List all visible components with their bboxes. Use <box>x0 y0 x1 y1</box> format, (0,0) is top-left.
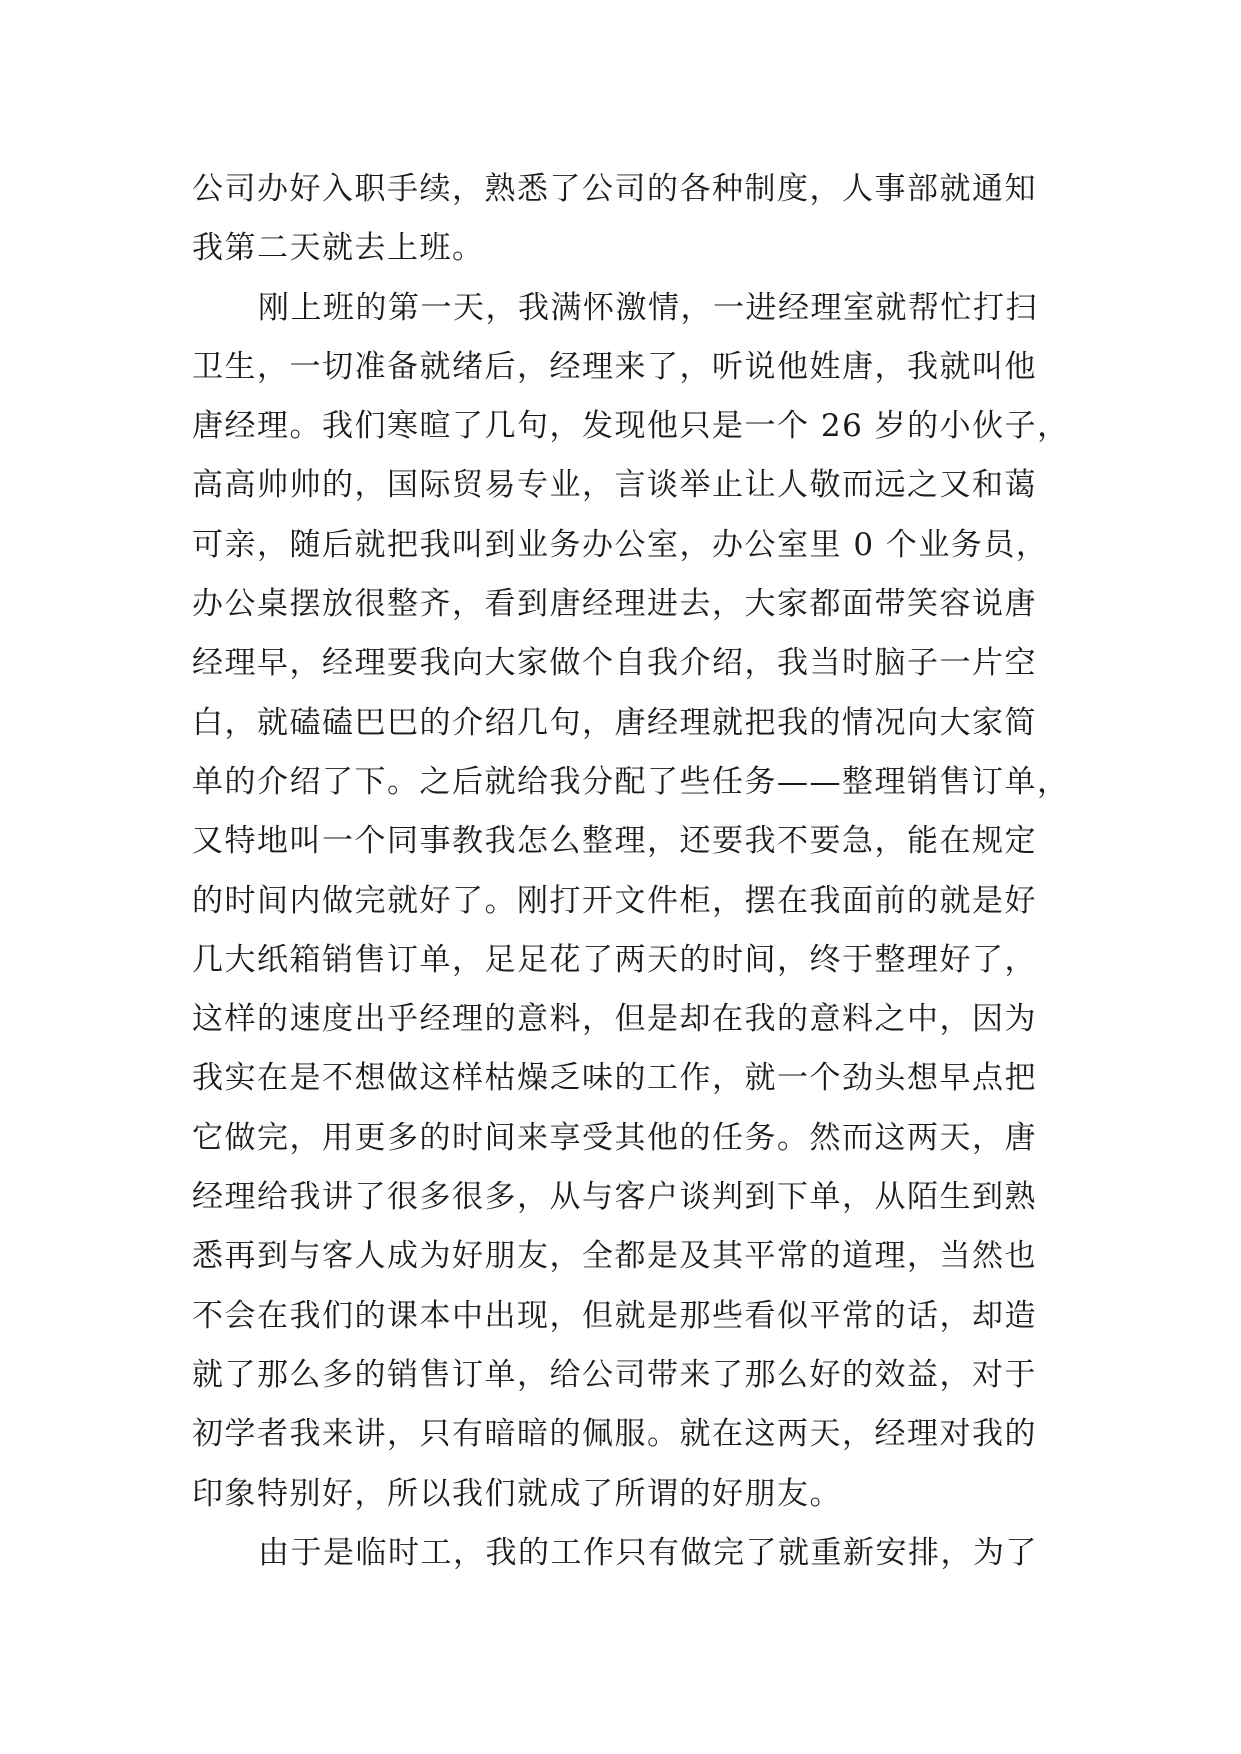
text-line: 初学者我来讲，只有暗暗的佩服。就在这两天，经理对我的 <box>192 1416 1037 1453</box>
text-line: 卫生，一切准备就绪后，经理来了，听说他姓唐，我就叫他 <box>192 348 1037 385</box>
text-line: 唐经理。我们寒暄了几句，发现他只是一个 26 岁的小伙子， <box>192 408 1070 445</box>
paragraph <box>192 160 1072 279</box>
text-line: 的时间内做完就好了。刚打开文件柜，摆在我面前的就是好 <box>192 882 1037 919</box>
text-line: 经理给我讲了很多很多，从与客户谈判到下单，从陌生到熟 <box>192 1179 1037 1216</box>
text-line: 就了那么多的销售订单，给公司带来了那么好的效益，对于 <box>192 1356 1037 1393</box>
text-line: 印象特别好，所以我们就成了所谓的好朋友。 <box>192 1475 842 1512</box>
text-line: 它做完，用更多的时间来享受其他的任务。然而这两天，唐 <box>192 1119 1037 1156</box>
text-line: 由于是临时工，我的工作只有做完了就重新安排，为了 <box>258 1534 1038 1571</box>
text-line: 我第二天就去上班。 <box>192 230 485 267</box>
text-line: 悉再到与客人成为好朋友，全都是及其平常的道理，当然也 <box>192 1238 1037 1275</box>
text-line: 办公桌摆放很整齐，看到唐经理进去，大家都面带笑容说唐 <box>192 586 1037 623</box>
text-line: 公司办好入职手续，熟悉了公司的各种制度，人事部就通知 <box>192 171 1037 207</box>
text-line: 刚上班的第一天，我满怀激情，一进经理室就帮忙打扫 <box>258 289 1038 326</box>
body-text <box>192 160 1072 1583</box>
text-line: 单的介绍了下。之后就给我分配了些任务——整理销售订单， <box>192 763 1070 800</box>
paragraph <box>192 1524 1072 1583</box>
text-line: 不会在我们的课本中出现，但就是那些看似平常的话，却造 <box>192 1297 1037 1334</box>
text-line: 这样的速度出乎经理的意料，但是却在我的意料之中，因为 <box>192 1001 1037 1038</box>
text-line: 白，就磕磕巴巴的介绍几句，唐经理就把我的情况向大家简 <box>192 704 1037 741</box>
text-line: 又特地叫一个同事教我怎么整理，还要我不要急，能在规定 <box>192 823 1037 860</box>
text-line: 我实在是不想做这样枯燥乏味的工作，就一个劲头想早点把 <box>192 1060 1037 1097</box>
paragraph <box>192 279 1072 1524</box>
text-line: 经理早，经理要我向大家做个自我介绍，我当时脑子一片空 <box>192 645 1037 682</box>
text-line: 几大纸箱销售订单，足足花了两天的时间，终于整理好了， <box>192 941 1037 978</box>
text-line: 可亲，随后就把我叫到业务办公室，办公室里 0 个业务员， <box>192 526 1049 563</box>
text-line: 高高帅帅的，国际贸易专业，言谈举止让人敬而远之又和蔼 <box>192 467 1037 504</box>
